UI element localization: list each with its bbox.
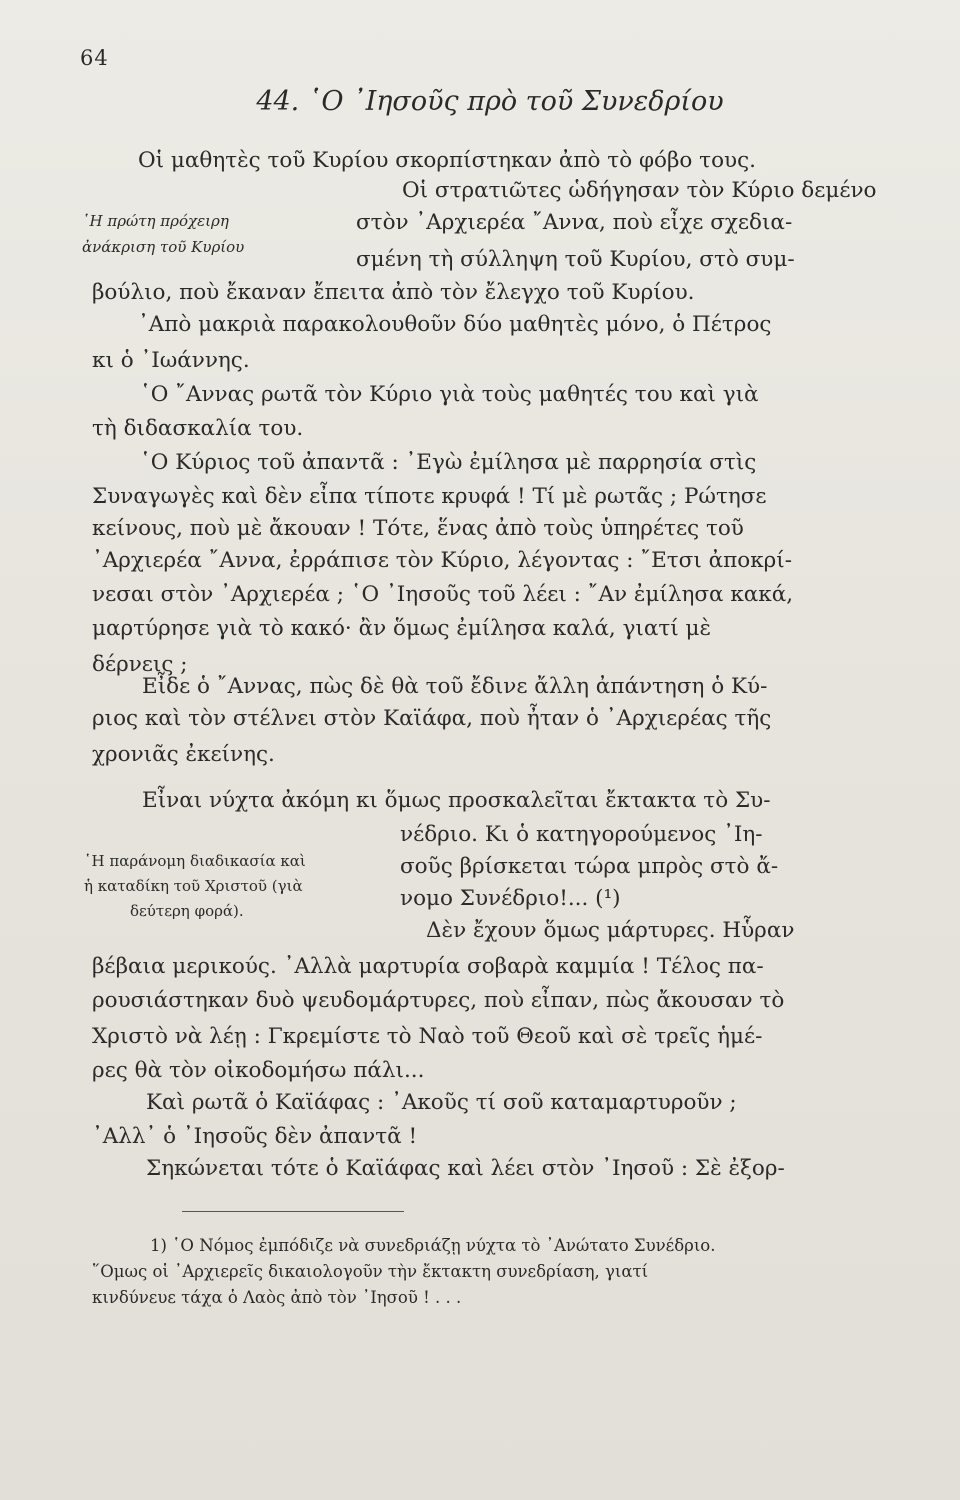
side-note-line: ἀνάκριση τοῦ Κυρίου	[82, 238, 245, 256]
text-line: νεσαι στὸν ᾿Αρχιερέα ; ῾Ο ᾿Ιησοῦς τοῦ λέει : ῎Αν ἐμίλησα κακά,	[92, 582, 794, 607]
text-line: βούλιο, ποὺ ἔκαναν ἔπειτα ἀπὸ τὸν ἔλεγχο τοῦ Κυρίου.	[92, 280, 695, 305]
text-line: Σηκώνεται τότε ὁ Καϊάφας καὶ λέει στὸν ᾿Ιησοῦ : Σὲ ἐξορ-	[146, 1156, 785, 1181]
text-line: κι ὁ ᾿Ιωάννης.	[92, 348, 250, 373]
text-line: ῾Ο ῎Αννας ρωτᾶ τὸν Κύριο γιὰ τοὺς μαθητές του καὶ γιὰ	[140, 382, 759, 407]
side-note-line: δεύτερη φορά).	[130, 902, 244, 920]
text-line: Εἶναι νύχτα ἀκόμη κι ὅμως προσκαλεῖται ἔκτακτα τὸ Συ-	[142, 788, 771, 813]
text-line: νέδριο. Κι ὁ κατηγορούμενος ᾿Ιη-	[400, 822, 763, 847]
text-line: σοῦς βρίσκεται τώρα μπρὸς στὸ ἄ-	[400, 854, 779, 879]
text-line: Καὶ ρωτᾶ ὁ Καϊάφας : ᾿Ακοῦς τί σοῦ καταμαρτυροῦν ;	[146, 1090, 737, 1115]
text-line: Οἱ στρατιῶτες ὡδήγησαν τὸν Κύριο δεμένο	[402, 178, 877, 203]
text-line: Συναγωγὲς καὶ δὲν εἶπα τίποτε κρυφά ! Τί μὲ ρωτᾶς ; Ρώτησε	[92, 484, 767, 509]
text-line: ᾿Αλλ᾿ ὁ ᾿Ιησοῦς δὲν ἀπαντᾶ !	[92, 1124, 418, 1149]
text-line: δέρνεις ;	[92, 652, 188, 677]
footnote-line: κινδύνευε τάχα ὁ Λαὸς ἀπὸ τὸν ᾿Ιησοῦ ! . . .	[92, 1288, 462, 1307]
text-line: Χριστὸ νὰ λέῃ : Γκρεμίστε τὸ Ναὸ τοῦ Θεοῦ καὶ σὲ τρεῖς ἡμέ-	[92, 1024, 763, 1049]
text-line: χρονιᾶς ἐκείνης.	[92, 742, 275, 767]
footnote-line: ῞Ομως οἱ ᾿Αρχιερεῖς δικαιολογοῦν τὴν ἔκτακτη συνεδρίαση, γιατί	[92, 1262, 649, 1281]
side-note-line: ἡ καταδίκη τοῦ Χριστοῦ (γιὰ	[84, 877, 303, 895]
footnote-line: 1) ῾Ο Νόμος ἐμπόδιζε νὰ συνεδριάζῃ νύχτα τὸ ᾿Ανώτατο Συνέδριο.	[150, 1236, 716, 1255]
text-line: στὸν ᾿Αρχιερέα ῎Αννα, ποὺ εἶχε σχεδια-	[356, 210, 793, 235]
text-line: ᾿Αρχιερέα ῎Αννα, ἐρράπισε τὸν Κύριο, λέγοντας : ῎Ετσι ἀποκρί-	[92, 548, 792, 573]
side-note-line: ῾Η πρώτη πρόχειρη	[82, 212, 229, 230]
text-line: ρες θὰ τὸν οἰκοδομήσω πάλι...	[92, 1058, 425, 1083]
text-line: ᾿Απὸ μακριὰ παρακολουθοῦν δύο μαθητὲς μόνο, ὁ Πέτρος	[138, 312, 772, 337]
text-line: τὴ διδασκαλία του.	[92, 416, 304, 441]
text-line: Δὲν ἔχουν ὅμως μάρτυρες. Ηὗραν	[426, 918, 795, 943]
text-line: Οἱ μαθητὲς τοῦ Κυρίου σκορπίστηκαν ἀπὸ τὸ φόβο τους.	[138, 148, 756, 173]
text-line: βέβαια μερικούς. ᾿Αλλὰ μαρτυρία σοβαρὰ καμμία ! Τέλος πα-	[92, 954, 764, 979]
text-line: ῾Ο Κύριος τοῦ ἀπαντᾶ : ᾿Εγὼ ἐμίλησα μὲ παρρησία στὶς	[140, 450, 757, 475]
text-line: νομο Συνέδριο!... (¹)	[400, 886, 621, 911]
text-line: κείνους, ποὺ μὲ ἄκουαν ! Τότε, ἕνας ἀπὸ τοὺς ὑπηρέτες τοῦ	[92, 516, 744, 541]
chapter-title: 44. ῾Ο ᾿Ιησοῦς πρὸ τοῦ Συνεδρίου	[256, 86, 724, 117]
text-line: ρουσιάστηκαν δυὸ ψευδομάρτυρες, ποὺ εἶπαν, πὼς ἄκουσαν τὸ	[92, 988, 785, 1013]
text-line: μαρτύρησε γιὰ τὸ κακό· ἂν ὅμως ἐμίλησα καλά, γιατί μὲ	[92, 616, 712, 641]
text-line: σμένη τὴ σύλληψη τοῦ Κυρίου, στὸ συμ-	[356, 247, 795, 272]
footnote-rule	[182, 1211, 404, 1212]
side-note-line: ῾Η παράνομη διαδικασία καὶ	[84, 852, 306, 870]
text-line: ριος καὶ τὸν στέλνει στὸν Καϊάφα, ποὺ ἦταν ὁ ᾿Αρχιερέας τῆς	[92, 706, 772, 731]
text-line: Εἶδε ὁ ῎Αννας, πὼς δὲ θὰ τοῦ ἔδινε ἄλλη ἀπάντηση ὁ Κύ-	[142, 674, 768, 699]
page-number: 64	[80, 46, 109, 70]
